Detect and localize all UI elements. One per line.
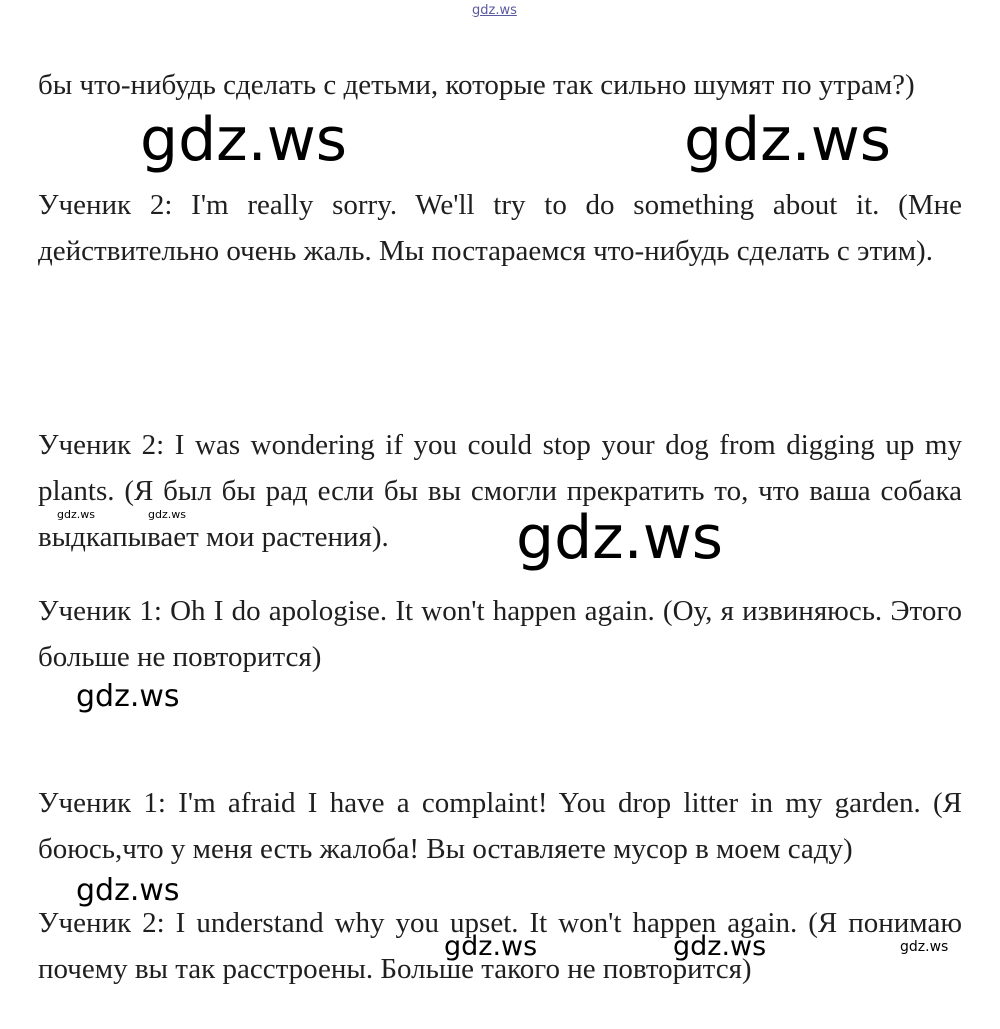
watermark-large-3: gdz.ws	[516, 503, 724, 573]
paragraph-1: бы что-нибудь сделать с детьми, которые так сильно шумят по утрам?)	[38, 69, 915, 101]
paragraph-2: Ученик 2: I'm really sorry. We'll try to do something about it. (Мне действительно очень жаль. Мы постараемся что-нибудь сделать с этим).	[38, 189, 962, 267]
watermark-tiny-1: gdz.ws	[57, 508, 95, 521]
watermark-tiny-2: gdz.ws	[148, 508, 186, 521]
watermark-medium-1: gdz.ws	[76, 679, 180, 714]
watermark-small-2: gdz.ws	[673, 931, 767, 962]
watermark-large-2: gdz.ws	[684, 105, 892, 175]
watermark-tiny-3: gdz.ws	[900, 939, 949, 955]
watermark-small-1: gdz.ws	[444, 931, 538, 962]
paragraph-5: Ученик 1: I'm afraid I have a complaint! You drop litter in my garden. (Я боюсь,что у меня есть жалоба! Вы оставляете мусор в моем саду)	[38, 787, 962, 865]
paragraph-4: Ученик 1: Oh I do apologise. It won't happen again. (Оу, я извиняюсь. Этого больше не повторится)	[38, 595, 962, 673]
paragraph-6: Ученик 2: I understand why you upset. It won't happen again. (Я понимаю почему вы так расстроены. Больше такого не повторится)	[38, 907, 962, 985]
paragraph-3: Ученик 2: I was wondering if you could stop your dog from digging up my plants. (Я был бы рад если бы вы смогли прекратить то, что ваша собака выдкапывает мои растения).	[38, 429, 962, 553]
watermark-medium-2: gdz.ws	[76, 873, 180, 908]
watermark-top: gdz.ws	[472, 3, 517, 18]
watermark-large-1: gdz.ws	[140, 105, 348, 175]
